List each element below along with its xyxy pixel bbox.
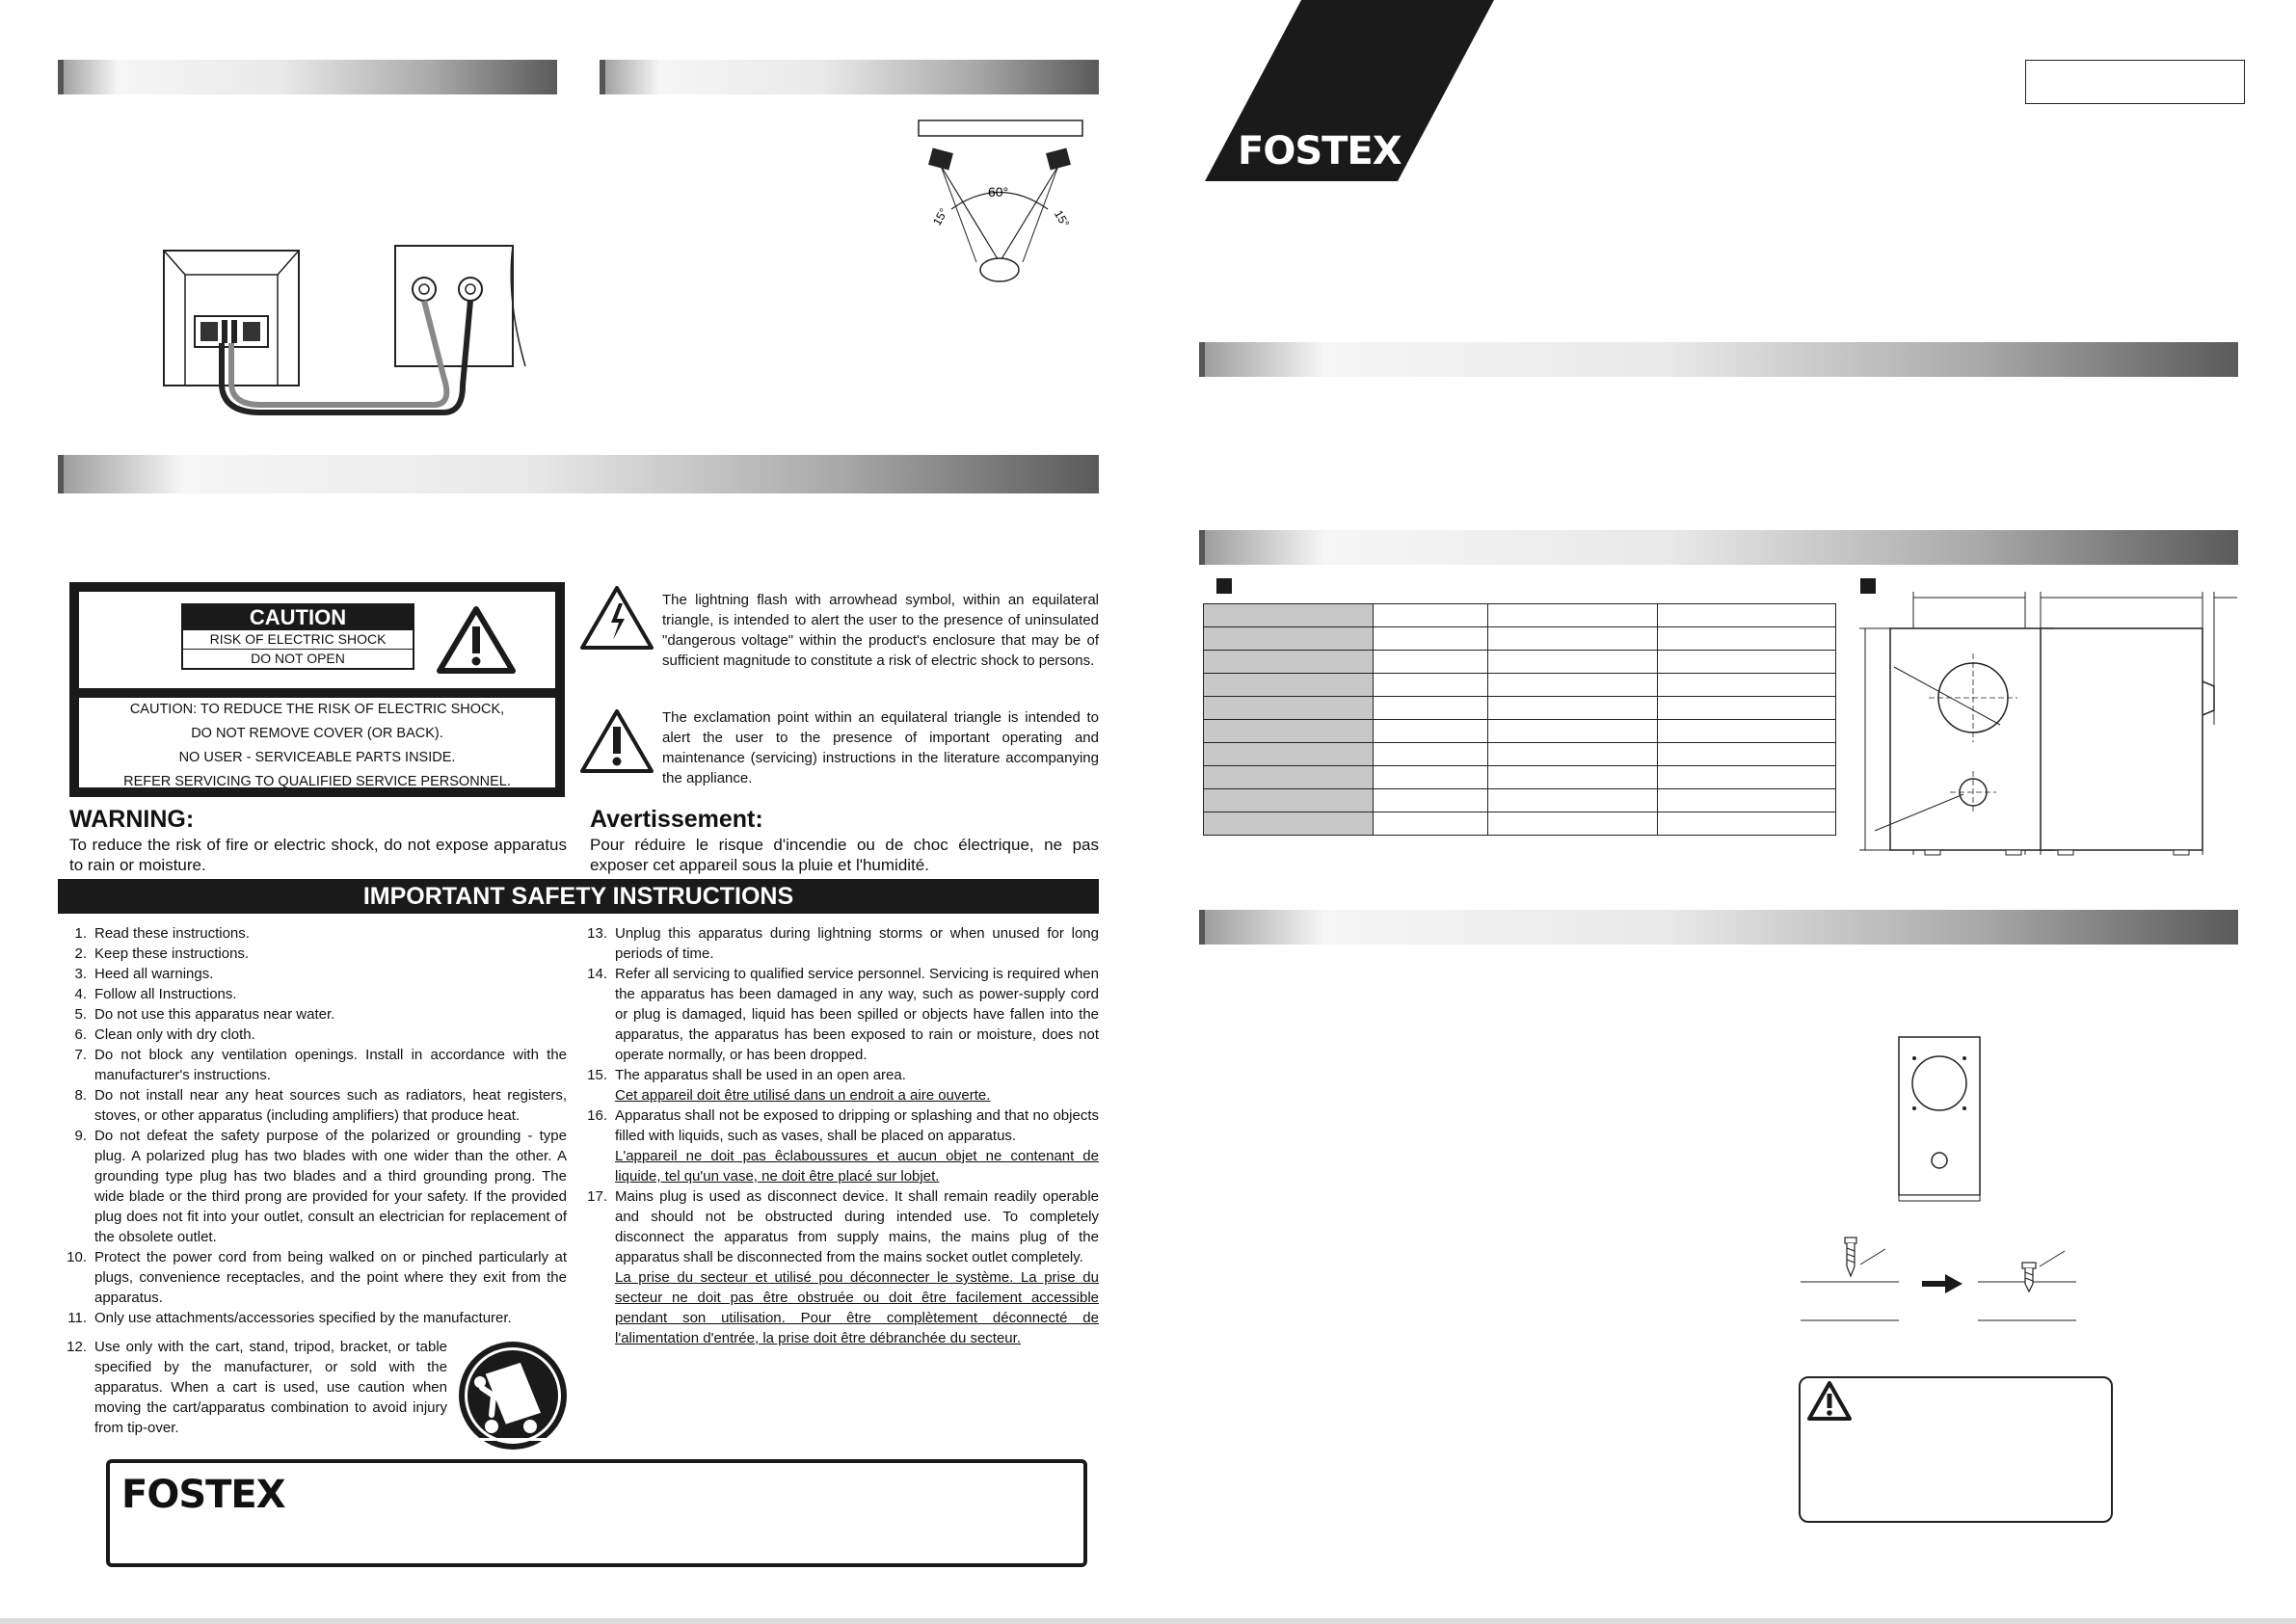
arrow-right-icon (1922, 1274, 1962, 1293)
connection-diagram (154, 241, 530, 424)
section-bar-placement (600, 60, 1099, 94)
exclamation-symbol-text: The exclamation point within an equilateral triangle is intended to alert the user to the presence of important operating and maintenance (servicing) instructions in the literature accompanying the appliance. (662, 709, 1099, 786)
instruction-item: 16. Apparatus shall not be exposed to dripping or splashing and that no objects filled with liquids, such as vases, shall be placed on apparatus. L'appareil ne doit pas êclaboussures et aucun objet ne contenant de liquide, tel qu'un vase, ne doit être placé sur lobjet. (587, 1107, 1099, 1185)
caution-label-box (69, 582, 565, 797)
instruction-item: 5. Do not use this apparatus near water. (74, 1006, 335, 1023)
caution-line1: RISK OF ELECTRIC SHOCK (183, 630, 413, 650)
instruction-12-list (58, 1337, 447, 1438)
avertissement-text: Pour réduire le risque d'incendie ou de choc électrique, ne pas exposer cet appareil sous la pluie et l'humidité. (590, 836, 1099, 874)
instruction-item: 2. Keep these instructions. (74, 945, 250, 962)
spec-table-bullet (1216, 578, 1232, 594)
mounting-speaker-drawing (1895, 1033, 1984, 1203)
page-bottom-edge (0, 1618, 2296, 1624)
caution-title: CAUTION (183, 605, 413, 630)
caution-title-block (181, 603, 414, 670)
instruction-item: 13. Unplug this apparatus during lightning storms or when unused for long periods of time. (587, 925, 1099, 962)
avertissement-title: Avertissement: (590, 806, 763, 833)
angle-15-left-label: 15° (929, 205, 951, 228)
angle-15-right-label: 15° (1051, 207, 1073, 230)
instruction-item: 11. Only use attachments/accessories specified by the manufacturer. (67, 1310, 512, 1326)
instruction-item: 4. Follow all Instructions. (74, 986, 237, 1002)
instruction-item: 9. Do not defeat the safety purpose of the polarized or grounding - type plug. A polarized plug has two blades with one wider than the other. A grounding type plug has two blades and a third grounding prong. The wide blade or the third prong are provided for your safety. If the provided plug does not fit into your outlet, consult an electrician for replacement of the obsolete outlet. (74, 1128, 567, 1245)
screw-before-drawing (1799, 1234, 1905, 1322)
warning-text: To reduce the risk of fire or electric shock, do not expose apparatus to rain or moisture. (69, 836, 567, 874)
caution-body-line-4: REFER SERVICING TO QUALIFIED SERVICE PERSONNEL. (123, 774, 511, 789)
angle-60-label: 60° (988, 184, 1009, 200)
instruction-item: 12. Use only with the cart, stand, tripod, bracket, or table specified by the manufacturer, or sold with the apparatus. When a cart is used, use caution when moving the cart/apparatus combination to avoid injury from tip-over. (67, 1339, 447, 1436)
instruction-item: 14. Refer all servicing to qualified service personnel. Servicing is required when the apparatus has been damaged in any way, such as power-supply cord or plug is damaged, liquid has been spilled or objects have fallen into the apparatus, the apparatus has been exposed to rain or moisture, does not operate normally, or has been dropped. (587, 966, 1099, 1063)
section-bar-mounting (1199, 910, 2238, 945)
caution-body-line-2: DO NOT REMOVE COVER (OR BACK). (191, 726, 443, 741)
warning-title: WARNING: (69, 806, 195, 833)
section-bar-specifications (1199, 530, 2238, 565)
section-bar-connection (58, 60, 557, 94)
fostex-footer-logo: FOSTEX (121, 1473, 285, 1517)
caution-body-line-3: NO USER - SERVICEABLE PARTS INSIDE. (178, 750, 456, 765)
instruction-item: 1. Read these instructions. (74, 925, 250, 942)
mounting-caution-icon (1806, 1380, 1853, 1423)
instruction-item: 15. The apparatus shall be used in an open area. Cet appareil doit être utilisé dans un endroit a aire ouverte. (587, 1067, 991, 1104)
instruction-item: 3. Heed all warnings. (74, 966, 214, 982)
lightning-symbol-text: The lightning flash with arrowhead symbol, within an equilateral triangle, is intended to alert the user to the presence of uninsulated "dangerous voltage" within the product's enclosure that may be of sufficient magnitude to constitute a risk of electric shock to persons. (662, 592, 1099, 669)
instructions-left-list (58, 923, 567, 1328)
exclamation-triangle-icon (436, 605, 517, 675)
dimension-drawing (1855, 590, 2241, 869)
cart-warning-icon (455, 1338, 571, 1453)
instruction-item: 10. Protect the power cord from being walked on or pinched particularly at plugs, convenience receptacles, and the point where they exit from the apparatus. (67, 1249, 567, 1306)
section-bar-safety (58, 455, 1099, 493)
instruction-item: 7. Do not block any ventilation openings. Install in accordance with the manufacturer's instructions. (74, 1047, 567, 1083)
exclamation-symbol-icon (578, 707, 655, 775)
safety-instructions-title: IMPORTANT SAFETY INSTRUCTIONS (362, 883, 794, 910)
screw-after-drawing (1976, 1243, 2082, 1322)
caution-body-line-1: CAUTION: TO REDUCE THE RISK OF ELECTRIC SHOCK, (129, 702, 505, 717)
specifications-table (1203, 603, 1836, 836)
instruction-item: 17. Mains plug is used as disconnect device. It shall remain readily operable and should not be obstructed during intended use. To completely disconnect the apparatus from supply mains, the mains plug of the apparatus shall be disconnected from the mains socket outlet completely. La prise du secteur et utilisé pou déconnecter le système. La prise du secteur ne doit pas être obstruée ou doit être facilement accessible pendant son utilisation. Pour être complètement déconnecté de l'alimentation d'entrée, la prise doit être débranchée du secteur. (587, 1188, 1099, 1346)
caution-line2: DO NOT OPEN (251, 651, 345, 666)
instructions-right-list (578, 923, 1099, 1348)
placement-angle-diagram (911, 118, 1089, 291)
section-bar-features (1199, 342, 2238, 377)
lightning-triangle-icon (578, 584, 655, 652)
model-number-box (2025, 60, 2245, 104)
instruction-item: 6. Clean only with dry cloth. (74, 1026, 255, 1043)
safety-instructions-heading (58, 879, 1099, 914)
instruction-item: 8. Do not install near any heat sources such as radiators, heat registers, stoves, or other apparatus (including amplifiers) that produce heat. (74, 1087, 567, 1124)
fostex-header-logo: FOSTEX (1238, 129, 1402, 173)
